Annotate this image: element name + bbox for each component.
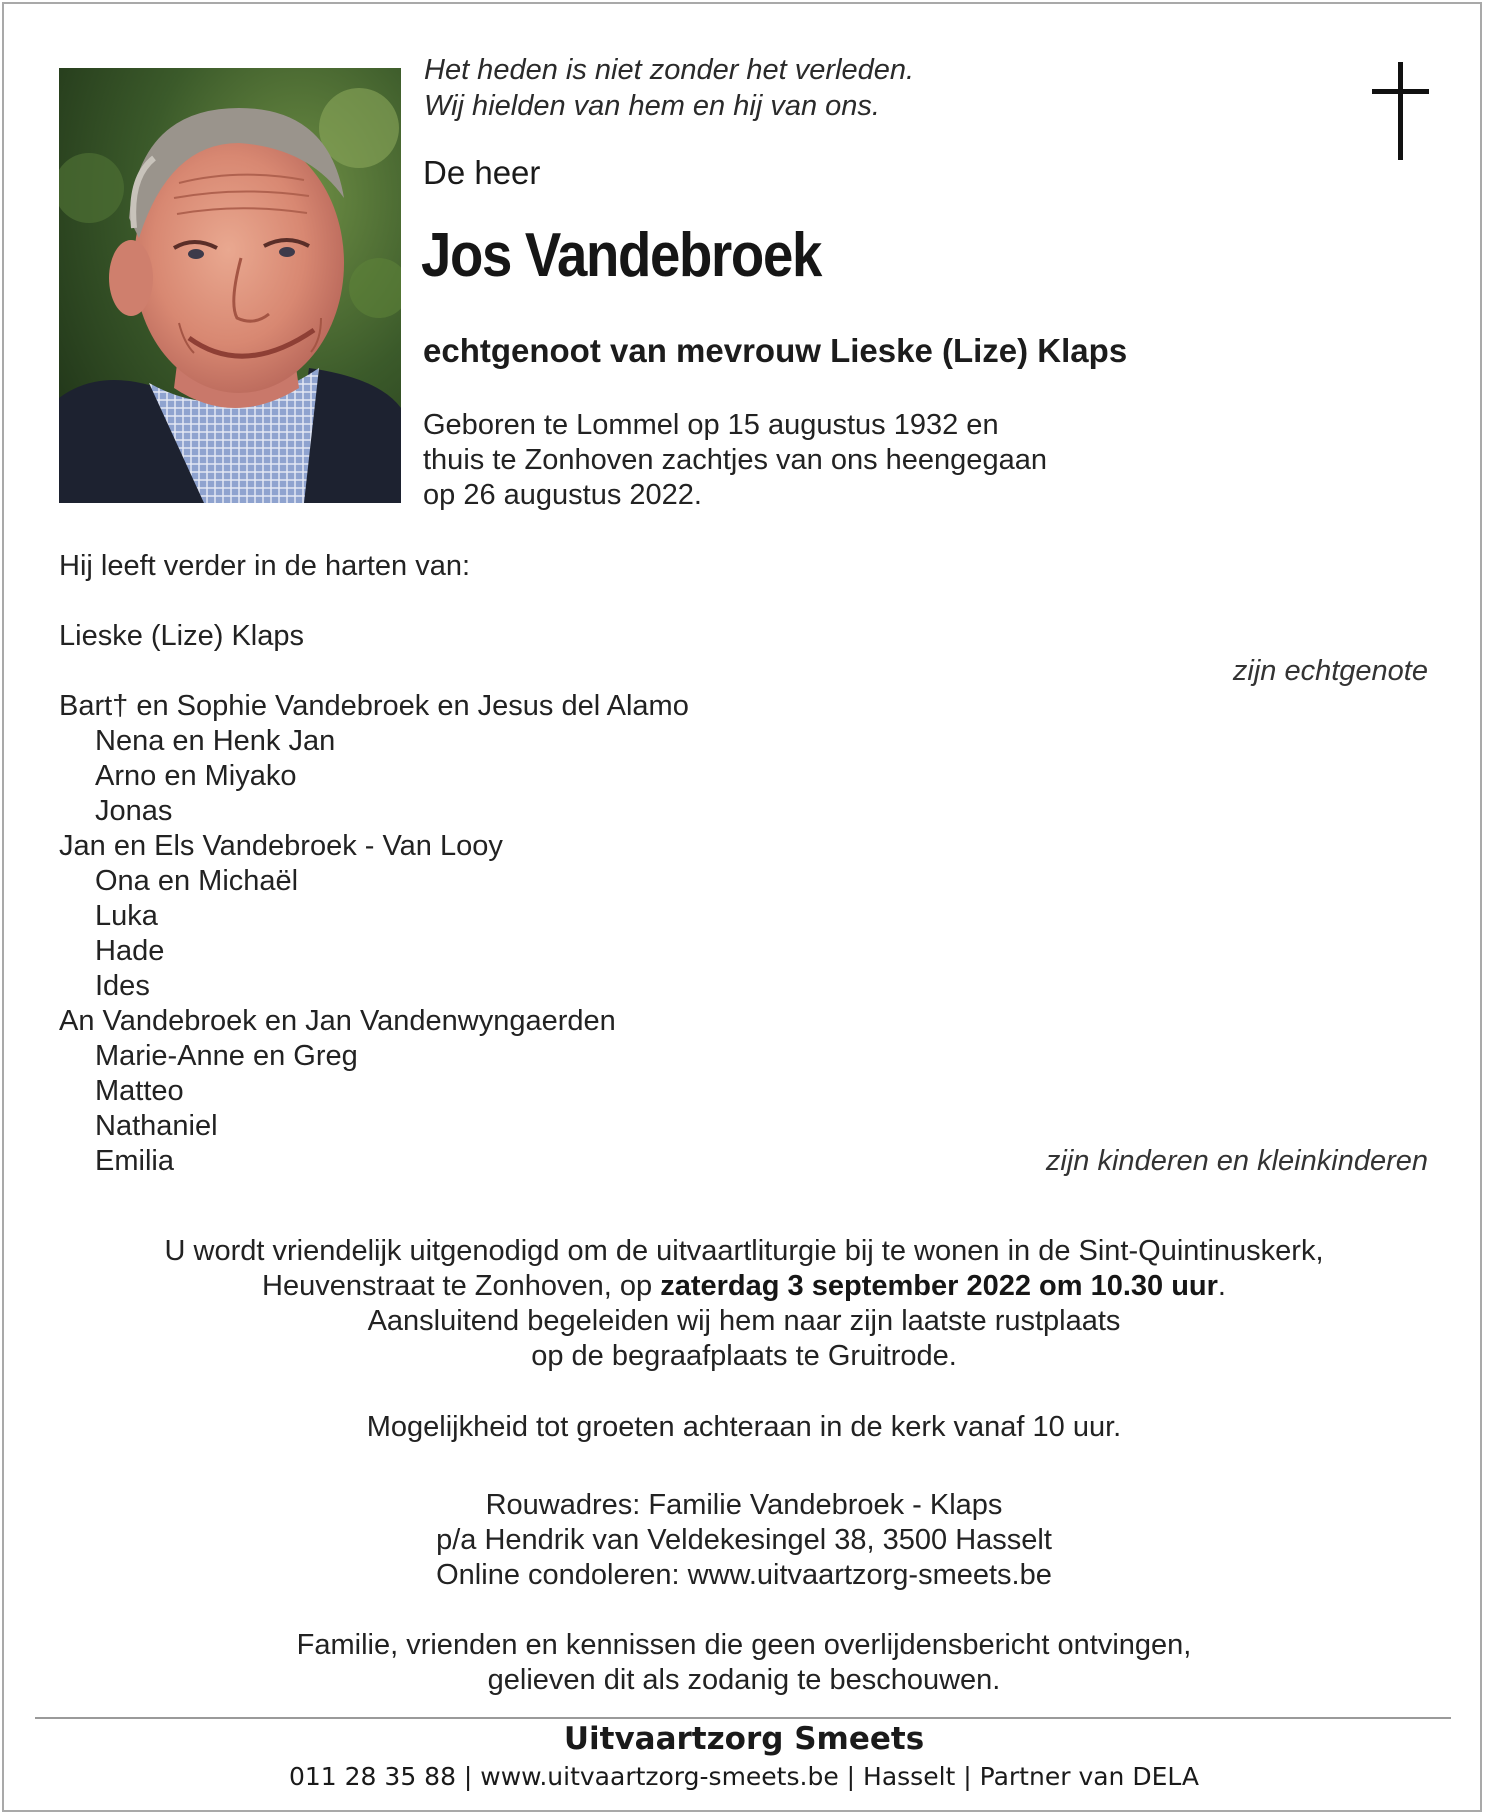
- address-line-2: p/a Hendrik van Veldekesingel 38, 3500 Hasselt: [436, 1524, 1052, 1556]
- cross-icon: [1372, 62, 1432, 160]
- ceremony-line-1: U wordt vriendelijk uitgenodigd om de uitvaartliturgie bij te wonen in de Sint-Quintinuskerk,: [164, 1235, 1324, 1267]
- address-line-1: Rouwadres: Familie Vandebroek - Klaps: [485, 1489, 1003, 1521]
- family-member: Nena en Henk Jan: [95, 725, 336, 757]
- family-member: Nathaniel: [95, 1110, 218, 1142]
- motto-line-1: Het heden is niet zonder het verleden.: [424, 54, 915, 86]
- motto: [424, 52, 914, 124]
- family-member: An Vandebroek en Jan Vandenwyngaerden: [59, 1005, 616, 1037]
- family-member: Bart† en Sophie Vandebroek en Jesus del Alamo: [59, 690, 689, 722]
- ceremony-date: zaterdag 3 september 2022 om 10.30 uur: [660, 1270, 1218, 1302]
- birth-line-3: op 26 augustus 2022.: [423, 479, 702, 511]
- spouse-line: echtgenoot van mevrouw Lieske (Lize) Klaps: [423, 332, 1128, 369]
- ceremony-line-3: Aansluitend begeleiden wij hem naar zijn laatste rustplaats: [367, 1305, 1121, 1337]
- birth-line-2: thuis te Zonhoven zachtjes van ons heengegaan: [423, 444, 1047, 476]
- ceremony-line-2: [0, 1269, 1488, 1304]
- motto-line-2: Wij hielden van hem en hij van ons.: [424, 90, 880, 122]
- ceremony-line-2-suffix: .: [1217, 1270, 1226, 1302]
- children-role: zijn kinderen en kleinkinderen: [1045, 1145, 1428, 1177]
- ceremony-line-2-prefix: Heuvenstraat te Zonhoven, op: [262, 1270, 661, 1302]
- footer-info: 011 28 35 88 | www.uitvaartzorg-smeets.be | Hasselt | Partner van DELA: [288, 1762, 1199, 1791]
- birth-line-1: Geboren te Lommel op 15 augustus 1932 en: [423, 409, 999, 441]
- portrait-photo: [59, 68, 401, 503]
- condolence-text: Mogelijkheid tot groeten achteraan in de kerk vanaf 10 uur.: [366, 1411, 1122, 1443]
- family-member: Arno en Miyako: [95, 760, 297, 792]
- deceased-name: Jos Vandebroek: [421, 221, 822, 290]
- family-member: Ides: [95, 970, 150, 1002]
- address-line-3: Online condoleren: www.uitvaartzorg-smeets.be: [436, 1559, 1052, 1591]
- footer-divider: [35, 1717, 1451, 1719]
- ceremony-text: [0, 1234, 1488, 1374]
- notice-line-2: gelieven dit als zodanig te beschouwen.: [487, 1664, 1001, 1696]
- family-member: Luka: [95, 900, 158, 932]
- family-intro: Hij leeft verder in de harten van:: [59, 550, 471, 582]
- birth-death-text: [423, 408, 1047, 513]
- family-member: Jan en Els Vandebroek - Van Looy: [59, 830, 503, 862]
- family-member: Hade: [95, 935, 165, 967]
- mourning-address: [0, 1488, 1488, 1593]
- notice-text: [0, 1628, 1488, 1698]
- family-spouse: Lieske (Lize) Klaps: [59, 620, 304, 652]
- honorific: De heer: [423, 154, 541, 191]
- notice-line-1: Familie, vrienden en kennissen die geen overlijdensbericht ontvingen,: [296, 1629, 1192, 1661]
- family-member: Matteo: [95, 1075, 184, 1107]
- footer-title: Uitvaartzorg Smeets: [563, 1721, 925, 1757]
- family-member: Emilia: [95, 1145, 174, 1177]
- ceremony-line-4: op de begraafplaats te Gruitrode.: [531, 1340, 957, 1372]
- family-member: Jonas: [95, 795, 173, 827]
- family-member: Ona en Michaël: [95, 865, 299, 897]
- spouse-role: zijn echtgenote: [1232, 655, 1428, 687]
- family-member: Marie-Anne en Greg: [95, 1040, 358, 1072]
